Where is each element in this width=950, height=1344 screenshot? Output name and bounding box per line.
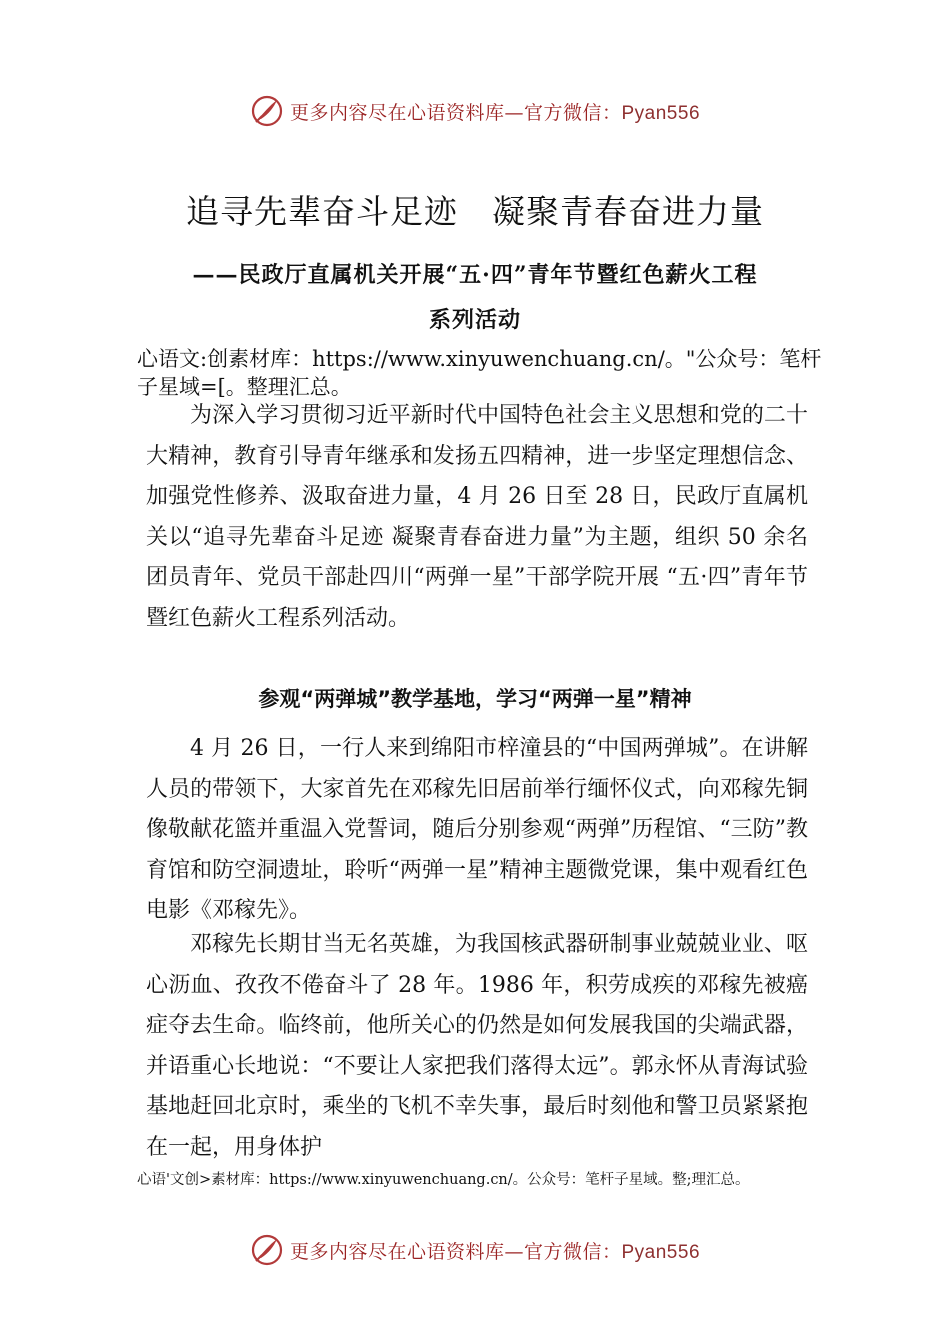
section-heading: 参观“两弹城”教学基地，学习“两弹一星”精神: [258, 687, 692, 711]
document-subtitle-line1: ——民政厅直属机关开展“五·四”青年节暨红色薪火工程: [192, 262, 758, 288]
source-note: 心语文:创素材库：https://www.xinyuwenchuang.cn/。"公众号：笔杆子星域=[。整理汇总。: [137, 347, 822, 399]
paragraph-visit: 4 月 26 日，一行人来到绵阳市梓潼县的“中国两弹城”。在讲解人员的带领下，大家首先在邓稼先旧居前举行缅怀仪式，向邓稼先铜像敬献花篮并重温入党誓词，随后分别参观“两弹”历程馆、“三防”教育馆和防空洞遗址，聆听“两弹一星”精神主题微党课，集中观看红色电影《邓稼先》。: [146, 736, 808, 923]
footer-source-note: 心语'文创>素材库：https://www.xinyuwenchuang.cn/。公众号：笔杆子星域。整;理汇总。: [137, 1172, 750, 1188]
header-banner[interactable]: [0, 94, 950, 128]
document-title: 追寻先辈奋斗足迹 凝聚青春奋进力量: [186, 192, 764, 231]
paragraph-deng-jiaxian: 邓稼先长期甘当无名英雄，为我国核武器研制事业兢兢业业、呕心沥血、孜孜不倦奋斗了 28 年。1986 年，积劳成疾的邓稼先被癌症夺去生命。临终前，他所关心的仍然是如何发展我国的尖端武器，并语重心长地说：“不要让人家把我们落得太远”。郭永怀从青海试验基地赶回北京时，乘坐的飞机不幸失事，最后时刻他和警卫员紧紧抱在一起，用身体护: [146, 932, 808, 1160]
paragraph-intro: 为深入学习贯彻习近平新时代中国特色社会主义思想和党的二十大精神，教育引导青年继承和发扬五四精神，进一步坚定理想信念、加强党性修养、汲取奋进力量，4 月 26 日至 28 日，民政厅直属机关以“追寻先辈奋斗足迹 凝聚青春奋进力量”为主题，组织 50 余名团员青年、党员干部赴四川“两弹一星”干部学院开展 “五·四”青年节暨红色薪火工程系列活动。: [146, 403, 808, 631]
quill-pen-logo-icon: [250, 94, 284, 128]
banner-wechat-id: Pyan556: [621, 1241, 701, 1263]
banner-text: [290, 98, 700, 125]
document-subtitle-line2: 系列活动: [428, 307, 521, 333]
banner-text: [290, 1237, 700, 1264]
banner-label: 更多内容尽在心语资料库—官方微信：: [289, 1240, 622, 1263]
footer-banner[interactable]: [0, 1233, 950, 1267]
quill-pen-logo-icon: [250, 1233, 284, 1267]
banner-wechat-id: Pyan556: [621, 102, 701, 124]
banner-label: 更多内容尽在心语资料库—官方微信：: [289, 101, 622, 124]
